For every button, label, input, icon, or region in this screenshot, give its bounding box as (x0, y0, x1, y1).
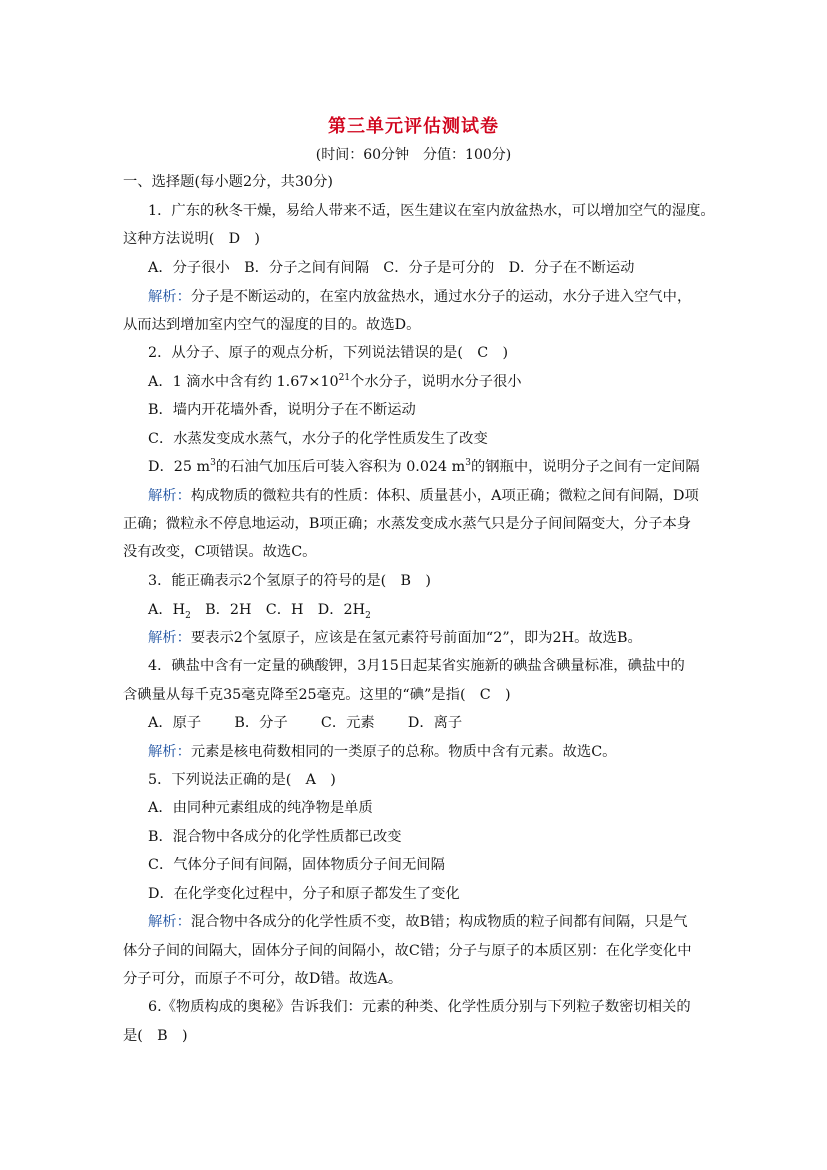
question-5-option-b: B．混合物中各成分的化学性质都已改变 (148, 829, 402, 845)
question-4-analysis (148, 742, 616, 762)
question-1-stem: 1．广东的秋冬干燥，易给人带来不适，医生建议在室内放盆热水，可以增加空气的湿度。 (148, 203, 715, 219)
analysis-text: 分子是不断运动的，在室内放盆热水，通过水分子的运动，水分子进入空气中， (190, 289, 692, 305)
analysis-label: 解析： (148, 744, 191, 760)
section-heading: 一、选择题(每小题2分，共30分) (123, 174, 334, 190)
subscript: 2 (365, 610, 371, 621)
question-2-analysis-cont: 没有改变，C项错误。故选C。 (123, 544, 317, 560)
question-2-analysis-cont: 正确；微粒永不停息地运动，B项正确；水蒸发变成水蒸气只是分子间间隔变大，分子本身 (123, 516, 692, 532)
question-5-analysis-cont: 体分子间的间隔大，固体分子间的间隔小，故C错；分子与原子的本质区别：在化学变化中 (123, 943, 692, 959)
question-1-options: A．分子很小 B．分子之间有间隔 C．分子是可分的 D．分子在不断运动 (148, 260, 635, 276)
question-5-option-c: C．气体分子间有间隔，固体物质分子间无间隔 (148, 857, 445, 873)
question-1-stem-cont: 这种方法说明( D ) (123, 231, 260, 247)
analysis-label: 解析： (148, 289, 191, 305)
page-title: 第三单元评估测试卷 (328, 116, 499, 137)
option-text: 的石油气加压后可装入容积为 0.024 m (215, 459, 466, 475)
analysis-text: 要表示2个氢原子，应该是在氢元素符号前面加“2”，即为2H。故选B。 (190, 630, 642, 646)
question-5-stem: 5．下列说法正确的是( A ) (148, 772, 336, 788)
question-5-analysis (148, 912, 688, 932)
option-text: 的钢瓶中，说明分子之间有一定间隔 (470, 459, 700, 475)
question-5-option-a: A．由同种元素组成的纯净物是单质 (148, 800, 373, 816)
question-4-stem: 4．碘盐中含有一定量的碘酸钾，3月15日起某省实施新的碘盐含碘量标准，碘盐中的 (148, 658, 685, 674)
question-5-option-d: D．在化学变化过程中，分子和原子都发生了变化 (148, 886, 460, 902)
question-1-analysis-cont: 从而达到增加室内空气的湿度的目的。故选D。 (123, 317, 421, 333)
question-3-analysis (148, 628, 642, 648)
question-6-stem-cont: 是( B ) (123, 1028, 188, 1044)
option-text: B．2H C．H D．2H (190, 602, 366, 618)
question-4-options: A．原子 B．分子 C．元素 D．离子 (148, 715, 463, 731)
exponent: 3 (465, 458, 471, 469)
option-text: 个水分子，说明水分子很小 (350, 374, 522, 390)
question-2-option-c: C．水蒸发变成水蒸气，水分子的化学性质发生了改变 (148, 431, 488, 447)
question-2-option-d (148, 457, 700, 477)
question-3-stem: 3．能正确表示2个氢原子的符号的是( B ) (148, 573, 431, 589)
option-text: A．H (148, 602, 186, 618)
subscript: 2 (185, 610, 191, 621)
analysis-text: 元素是核电荷数相同的一类原子的总称。物质中含有元素。故选C。 (190, 744, 617, 760)
question-2-option-a (148, 372, 522, 392)
question-4-stem-cont: 含碘量从每千克35毫克降至25毫克。这里的“碘”是指( C ) (123, 687, 511, 703)
analysis-label: 解析： (148, 488, 191, 504)
analysis-text: 构成物质的微粒共有的性质：体积、质量甚小，A项正确；微粒之间有间隔，D项 (190, 488, 699, 504)
exponent: 3 (210, 458, 216, 469)
question-1-analysis (148, 287, 691, 307)
analysis-text: 混合物中各成分的化学性质不变，故B错；构成物质的粒子间都有间隔，只是气 (190, 914, 688, 930)
question-6-stem: 6.《物质构成的奥秘》告诉我们：元素的种类、化学性质分别与下列粒子数密切相关的 (148, 999, 691, 1015)
question-2-stem: 2．从分子、原子的观点分析，下列说法错误的是( C ) (148, 345, 509, 361)
question-3-options (148, 600, 371, 620)
exam-info: (时间：60分钟 分值：100分) (315, 147, 512, 163)
analysis-label: 解析： (148, 914, 191, 930)
exponent: 21 (338, 373, 351, 384)
question-2-analysis (148, 486, 699, 506)
option-text: A．1 滴水中含有约 1.67×10 (148, 374, 339, 390)
option-text: D．25 m (148, 459, 211, 475)
analysis-label: 解析： (148, 630, 191, 646)
question-2-option-b: B．墙内开花墙外香，说明分子在不断运动 (148, 402, 416, 418)
question-5-analysis-cont: 分子可分，而原子不可分，故D错。故选A。 (123, 971, 403, 987)
